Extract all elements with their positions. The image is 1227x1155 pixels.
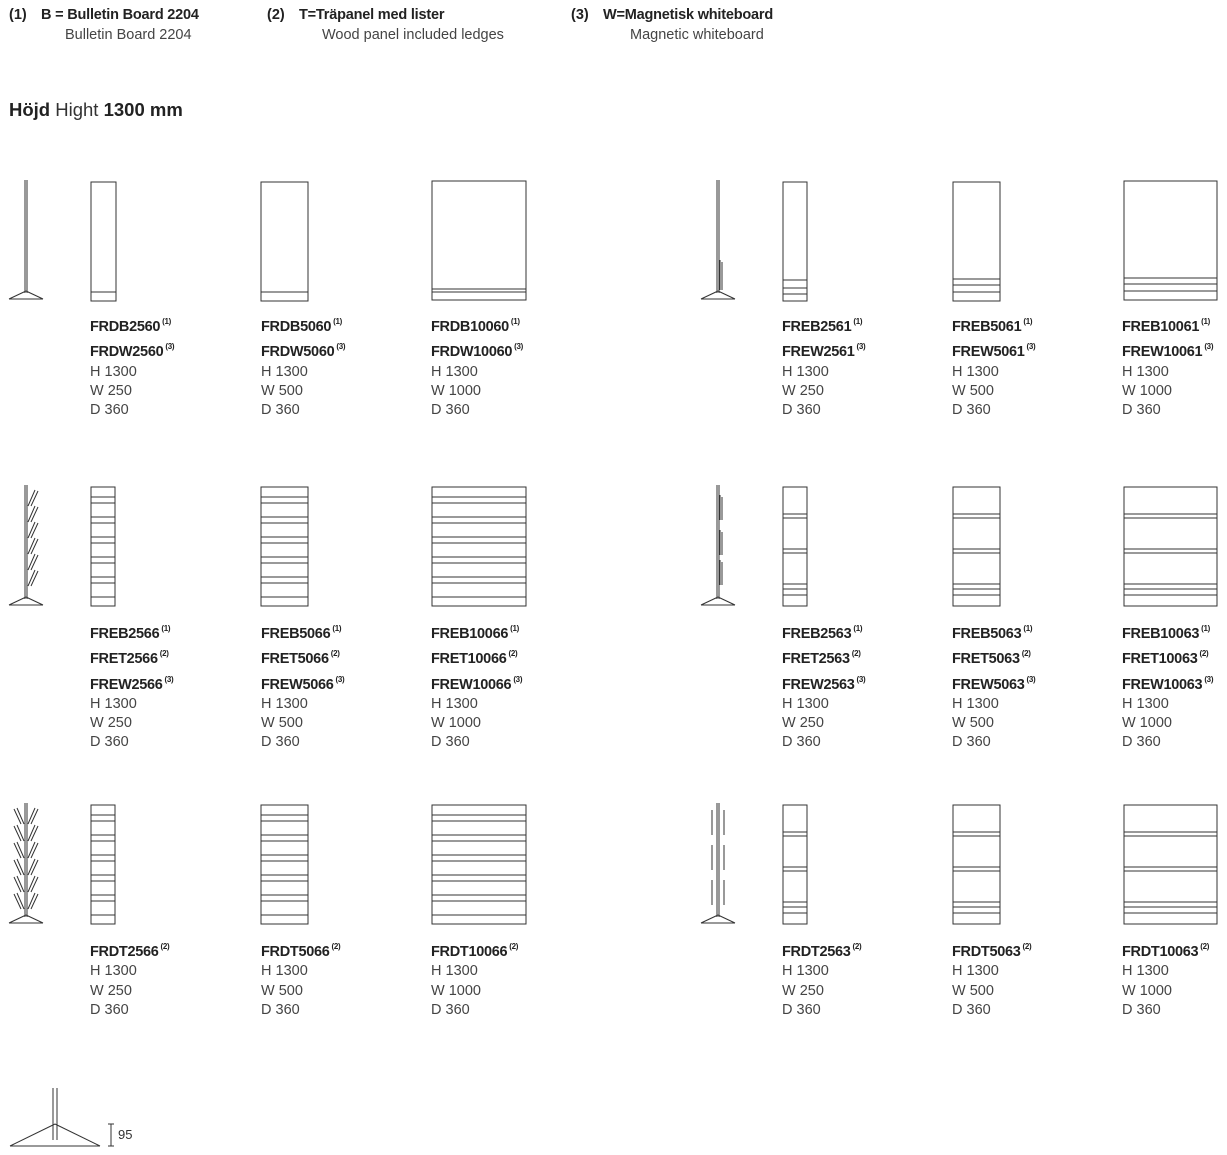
product-spec (431, 937, 518, 1020)
product-code-text: FRDW2560 (90, 344, 164, 361)
panel-front (953, 182, 1000, 301)
shelf-side (31, 555, 38, 570)
product-code-text: FREW5063 (952, 676, 1025, 693)
product-spec (1122, 312, 1213, 420)
dimension-height: H 1300 (1122, 363, 1169, 380)
title-value: 1300 mm (103, 99, 183, 120)
legend-english: Magnetic whiteboard (630, 27, 764, 43)
product-code-ref: (1) (332, 624, 342, 633)
product-code-ref: (1) (853, 624, 863, 633)
shelf-side (31, 860, 38, 875)
stand-foot (701, 915, 718, 923)
product-spec (90, 937, 169, 1020)
product-code-ref: (1) (510, 317, 520, 326)
product-code-ref: (2) (1199, 649, 1209, 659)
stand-foot (718, 597, 735, 605)
shelf-side (28, 570, 35, 586)
product-code-ref: (1) (510, 624, 519, 633)
product-code (952, 644, 1035, 669)
product-code (952, 670, 1035, 695)
product-spec (1122, 619, 1213, 753)
product-code (90, 937, 169, 962)
dimension-width: W 500 (261, 982, 303, 999)
product-code-text: FREB2566 (90, 626, 160, 642)
dimension-height: H 1300 (431, 963, 478, 980)
dimension-depth: D 360 (1122, 402, 1161, 419)
dimension-height: H 1300 (431, 363, 478, 380)
product-code (952, 937, 1031, 962)
product-code-text: FREB5061 (952, 319, 1022, 335)
panel-front (432, 487, 526, 606)
dimension-width: W 500 (261, 715, 303, 732)
product-code (1122, 337, 1213, 362)
product-code-text: FRET5063 (952, 651, 1020, 668)
product-code-text: FRET2566 (90, 651, 158, 668)
product-code (261, 644, 344, 669)
product-spec (952, 619, 1035, 753)
panel-front (1124, 181, 1217, 300)
product-code-ref: (2) (1021, 649, 1031, 659)
shelf-side (31, 877, 38, 892)
product-code-text: FRDT10066 (431, 944, 508, 960)
dimension-width: W 250 (90, 382, 132, 399)
product-code-text: FRET5066 (261, 651, 329, 668)
dimension-depth: D 360 (261, 402, 300, 419)
panel-front (261, 182, 308, 301)
stand-foot (26, 291, 43, 299)
dimension-depth: D 360 (782, 734, 821, 751)
product-code (261, 337, 345, 362)
product-code (952, 619, 1035, 644)
dimension-height: H 1300 (1122, 695, 1169, 712)
shelf-side (17, 876, 24, 892)
product-spec (782, 937, 861, 1020)
panel-front (953, 487, 1000, 606)
product-code-text: FRDB5060 (261, 319, 332, 335)
product-code-ref: (2) (1022, 942, 1032, 951)
product-spec (261, 312, 345, 420)
dimension-height: H 1300 (90, 963, 137, 980)
panel-front (261, 805, 308, 924)
stand-foot (9, 915, 26, 923)
product-code (431, 337, 523, 362)
product-code-ref: (3) (856, 674, 866, 684)
product-code-ref: (3) (513, 674, 523, 684)
shelf-side (28, 842, 35, 858)
product-code-ref: (2) (509, 942, 519, 951)
product-code-ref: (3) (514, 342, 523, 352)
product-code-ref: (2) (852, 942, 862, 951)
product-spec (782, 312, 865, 420)
stand-foot (26, 597, 43, 605)
dimension-width: W 500 (952, 982, 994, 999)
product-code-text: FRDT2566 (90, 944, 159, 960)
product-code-text: FREB2561 (782, 319, 852, 335)
title-english: Hight (55, 99, 99, 120)
product-code-text: FREW10063 (1122, 676, 1203, 693)
panel-front (1124, 805, 1217, 924)
panel-front (261, 487, 308, 606)
shelf-side (28, 859, 35, 875)
product-code-text: FREB5063 (952, 626, 1022, 642)
legend-number: (1) (9, 7, 27, 23)
product-spec (90, 619, 173, 753)
product-spec (952, 937, 1031, 1020)
dimension-height: H 1300 (90, 363, 137, 380)
shelf-side (28, 825, 35, 841)
dimension-depth: D 360 (261, 1001, 300, 1018)
dimension-depth: D 360 (1122, 734, 1161, 751)
product-code-ref: (1) (162, 317, 172, 326)
product-code-text: FREW2566 (90, 676, 163, 693)
product-code-ref: (3) (1204, 342, 1214, 352)
dimension-depth: D 360 (261, 734, 300, 751)
shelf-side (28, 538, 35, 554)
dimension-width: W 500 (952, 715, 994, 732)
product-code (782, 337, 865, 362)
product-code (90, 619, 173, 644)
panel-front (91, 805, 115, 924)
dimension-height: H 1300 (1122, 963, 1169, 980)
dimension-depth: D 360 (90, 1001, 129, 1018)
product-spec (1122, 937, 1209, 1020)
product-code (261, 619, 344, 644)
product-code-text: FRET10063 (1122, 651, 1198, 668)
dimension-height: H 1300 (90, 695, 137, 712)
product-code-ref: (2) (330, 649, 340, 659)
dimension-height: H 1300 (261, 963, 308, 980)
shelf-side (14, 894, 21, 909)
product-code-ref: (3) (336, 342, 346, 352)
product-code-text: FREB2563 (782, 626, 852, 642)
dimension-depth: D 360 (952, 734, 991, 751)
product-code-text: FRET10066 (431, 651, 507, 668)
product-code-text: FRDB2560 (90, 319, 161, 335)
dimension-depth: D 360 (90, 734, 129, 751)
product-code-ref: (3) (1026, 674, 1036, 684)
product-code-text: FREB10066 (431, 626, 509, 642)
product-code-ref: (2) (1200, 942, 1210, 951)
product-code (782, 619, 865, 644)
product-code (782, 644, 865, 669)
shelf-side (14, 809, 21, 824)
base-detail-foot (55, 1124, 100, 1146)
product-code (782, 312, 865, 337)
product-code-ref: (2) (508, 649, 518, 659)
shelf-side (28, 554, 35, 570)
legend-swedish: B = Bulletin Board 2204 (41, 7, 199, 23)
panel-front (432, 181, 526, 300)
stand-foot (9, 597, 26, 605)
product-code-ref: (1) (161, 624, 171, 633)
product-code (782, 670, 865, 695)
panel-front (91, 487, 115, 606)
shelf-side (14, 826, 21, 841)
product-code-ref: (1) (1023, 317, 1033, 326)
product-code-ref: (1) (1201, 317, 1210, 326)
shelf-side (31, 491, 38, 506)
product-code (261, 312, 345, 337)
product-code (952, 312, 1035, 337)
product-code-text: FRDT10063 (1122, 944, 1199, 960)
stand-foot (9, 291, 26, 299)
stand-foot (718, 291, 735, 299)
product-code-ref: (3) (164, 674, 174, 684)
shelf-side (31, 523, 38, 538)
product-code (261, 670, 344, 695)
shelf-side (17, 842, 24, 858)
product-code-text: FRDT5066 (261, 944, 330, 960)
product-spec (261, 619, 344, 753)
product-code (782, 937, 861, 962)
product-code-ref: (1) (853, 317, 863, 326)
dimension-width: W 250 (90, 715, 132, 732)
dimension-depth: D 360 (431, 402, 470, 419)
panel-front (953, 805, 1000, 924)
product-code (1122, 619, 1213, 644)
dimension-height: H 1300 (952, 695, 999, 712)
shelf-side (17, 808, 24, 824)
product-spec (431, 312, 523, 420)
product-code (1122, 312, 1213, 337)
stand-foot (26, 915, 43, 923)
product-code-ref: (3) (856, 342, 866, 352)
dimension-width: W 1000 (1122, 982, 1172, 999)
product-code-ref: (3) (165, 342, 175, 352)
product-code-text: FRDT5063 (952, 944, 1021, 960)
product-code-ref: (3) (335, 674, 345, 684)
dimension-height: H 1300 (261, 363, 308, 380)
product-code-text: FREW10061 (1122, 344, 1203, 361)
dimension-height: H 1300 (782, 963, 829, 980)
shelf-side (14, 843, 21, 858)
product-code (1122, 937, 1209, 962)
product-code-text: FREB10061 (1122, 319, 1200, 335)
legend-english: Wood panel included ledges (322, 27, 504, 43)
product-code-ref: (1) (333, 317, 343, 326)
product-code-text: FRDW10060 (431, 344, 513, 361)
dimension-depth: D 360 (1122, 1001, 1161, 1018)
shelf-side (31, 826, 38, 841)
dimension-width: W 1000 (431, 982, 481, 999)
title-swedish: Höjd (9, 99, 51, 120)
product-code (261, 937, 340, 962)
product-code-ref: (2) (851, 649, 861, 659)
dimension-depth: D 360 (952, 402, 991, 419)
shelf-side (14, 877, 21, 892)
dimension-width: W 250 (90, 982, 132, 999)
product-code-text: FREW2563 (782, 676, 855, 693)
product-spec (952, 312, 1035, 420)
shelf-side (31, 507, 38, 522)
dimension-width: W 250 (782, 382, 824, 399)
product-code-text: FREB10063 (1122, 626, 1200, 642)
legend-number: (3) (571, 7, 589, 23)
product-spec (90, 312, 174, 420)
product-code-text: FRDW5060 (261, 344, 335, 361)
product-spec (261, 937, 340, 1020)
legend-swedish: T=Träpanel med lister (299, 7, 445, 23)
dimension-depth: D 360 (782, 402, 821, 419)
legend-swedish: W=Magnetisk whiteboard (603, 7, 774, 23)
shelf-side (31, 843, 38, 858)
stand-foot (701, 597, 718, 605)
product-code (90, 644, 173, 669)
shelf-side (28, 522, 35, 538)
shelf-side (28, 876, 35, 892)
dimension-depth: D 360 (952, 1001, 991, 1018)
dimension-width: W 1000 (431, 382, 481, 399)
legend-number: (2) (267, 7, 285, 23)
product-code (1122, 644, 1213, 669)
dimension-depth: D 360 (782, 1001, 821, 1018)
product-code-text: FRET2563 (782, 651, 850, 668)
shelf-side (28, 808, 35, 824)
product-code-text: FREW5061 (952, 344, 1025, 361)
shelf-side (28, 893, 35, 909)
base-detail-foot (10, 1124, 55, 1146)
dimension-depth: D 360 (431, 1001, 470, 1018)
shelf-side (14, 860, 21, 875)
panel-front (91, 182, 116, 301)
stand-foot (701, 291, 718, 299)
dimension-height: H 1300 (782, 695, 829, 712)
product-code-text: FREW5066 (261, 676, 334, 693)
product-code-text: FREB5066 (261, 626, 331, 642)
dimension-height: H 1300 (261, 695, 308, 712)
shelf-side (17, 893, 24, 909)
dimension-width: W 1000 (1122, 382, 1172, 399)
product-code (952, 337, 1035, 362)
shelf-side (31, 571, 38, 586)
product-code-ref: (1) (1023, 624, 1033, 633)
product-code (431, 312, 523, 337)
product-code-text: FRDB10060 (431, 319, 509, 335)
panel-front (783, 805, 807, 924)
dimension-depth: D 360 (90, 402, 129, 419)
product-code-ref: (3) (1204, 674, 1214, 684)
legend-english: Bulletin Board 2204 (65, 27, 192, 43)
dimension-width: W 250 (782, 982, 824, 999)
stand-foot (718, 915, 735, 923)
shelf-side (31, 894, 38, 909)
dimension-height: H 1300 (952, 363, 999, 380)
product-code-text: FRDT2563 (782, 944, 851, 960)
product-spec (431, 619, 522, 753)
product-code (90, 670, 173, 695)
dimension-width: W 500 (261, 382, 303, 399)
product-code (431, 644, 522, 669)
shelf-side (31, 809, 38, 824)
dimension-width: W 500 (952, 382, 994, 399)
product-code-ref: (1) (1201, 624, 1210, 633)
shelf-side (17, 859, 24, 875)
product-code (90, 337, 174, 362)
shelf-side (28, 506, 35, 522)
product-spec (782, 619, 865, 753)
panel-front (432, 805, 526, 924)
product-code-text: FREW10066 (431, 676, 512, 693)
product-code-ref: (2) (159, 649, 169, 659)
panel-front (783, 182, 807, 301)
dimension-width: W 250 (782, 715, 824, 732)
panel-front (1124, 487, 1217, 606)
product-code (431, 937, 518, 962)
shelf-side (31, 539, 38, 554)
dimension-width: W 1000 (1122, 715, 1172, 732)
product-code (431, 670, 522, 695)
panel-front (783, 487, 807, 606)
product-code-ref: (2) (331, 942, 341, 951)
product-code (1122, 670, 1213, 695)
shelf-side (17, 825, 24, 841)
dimension-width: W 1000 (431, 715, 481, 732)
dimension-height: H 1300 (431, 695, 478, 712)
product-code (90, 312, 174, 337)
product-code-text: FREW2561 (782, 344, 855, 361)
base-height-dimension: 95 (118, 1127, 133, 1142)
product-code-ref: (3) (1026, 342, 1036, 352)
dimension-height: H 1300 (952, 963, 999, 980)
product-code-ref: (2) (160, 942, 170, 951)
product-code (431, 619, 522, 644)
dimension-height: H 1300 (782, 363, 829, 380)
shelf-side (28, 490, 35, 506)
dimension-depth: D 360 (431, 734, 470, 751)
